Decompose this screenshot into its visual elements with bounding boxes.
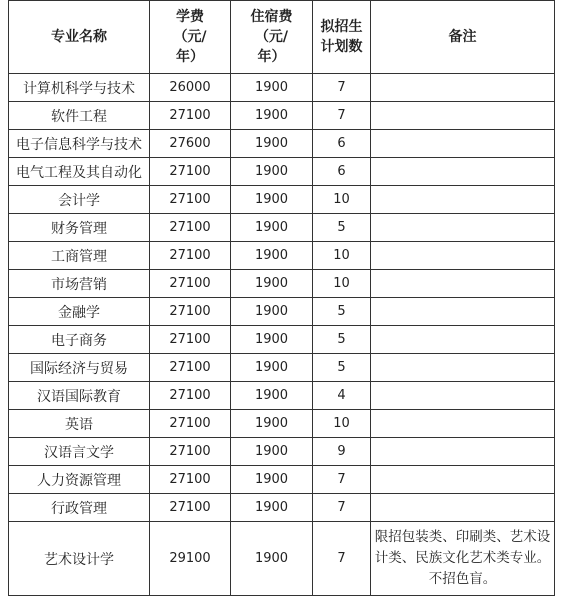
tuition-cell: 26000 bbox=[150, 74, 231, 102]
plan-cell: 6 bbox=[313, 130, 371, 158]
major-cell: 电子商务 bbox=[9, 326, 150, 354]
plan-cell: 10 bbox=[313, 270, 371, 298]
note-cell bbox=[371, 186, 555, 214]
dorm-cell: 1900 bbox=[231, 382, 313, 410]
tuition-cell: 27100 bbox=[150, 466, 231, 494]
table-body bbox=[9, 74, 555, 596]
note-cell bbox=[371, 242, 555, 270]
header-dorm-line1: 住宿费 bbox=[250, 9, 293, 25]
table-row bbox=[9, 326, 555, 354]
major-cell: 会计学 bbox=[9, 186, 150, 214]
tuition-cell: 27600 bbox=[150, 130, 231, 158]
table-row bbox=[9, 438, 555, 466]
header-major-label: 专业名称 bbox=[51, 29, 107, 45]
note-cell bbox=[371, 270, 555, 298]
note-cell bbox=[371, 74, 555, 102]
plan-cell: 7 bbox=[313, 522, 371, 596]
tuition-cell: 27100 bbox=[150, 438, 231, 466]
tuition-cell: 27100 bbox=[150, 354, 231, 382]
table-row bbox=[9, 298, 555, 326]
major-cell: 汉语言文学 bbox=[9, 438, 150, 466]
note-cell bbox=[371, 214, 555, 242]
table-row bbox=[9, 214, 555, 242]
note-cell bbox=[371, 326, 555, 354]
header-dorm bbox=[231, 1, 313, 74]
tuition-cell: 27100 bbox=[150, 214, 231, 242]
tuition-cell: 27100 bbox=[150, 494, 231, 522]
header-tuition-line2: （元/ bbox=[173, 29, 207, 45]
tuition-cell: 27100 bbox=[150, 298, 231, 326]
dorm-cell: 1900 bbox=[231, 410, 313, 438]
dorm-cell: 1900 bbox=[231, 326, 313, 354]
plan-cell: 5 bbox=[313, 214, 371, 242]
plan-cell: 10 bbox=[313, 186, 371, 214]
plan-cell: 10 bbox=[313, 242, 371, 270]
dorm-cell: 1900 bbox=[231, 102, 313, 130]
dorm-cell: 1900 bbox=[231, 354, 313, 382]
header-dorm-line2: （元/ bbox=[254, 29, 289, 45]
table-row bbox=[9, 186, 555, 214]
major-cell: 汉语国际教育 bbox=[9, 382, 150, 410]
note-cell bbox=[371, 438, 555, 466]
header-plan-line1: 拟招生 bbox=[320, 19, 363, 35]
table-row bbox=[9, 74, 555, 102]
tuition-cell: 27100 bbox=[150, 242, 231, 270]
table-row bbox=[9, 354, 555, 382]
note-cell bbox=[371, 494, 555, 522]
plan-cell: 7 bbox=[313, 102, 371, 130]
major-cell: 电气工程及其自动化 bbox=[9, 158, 150, 186]
table-row bbox=[9, 494, 555, 522]
major-cell: 艺术设计学 bbox=[9, 522, 150, 596]
note-cell bbox=[371, 102, 555, 130]
table-row bbox=[9, 158, 555, 186]
header-tuition-line3: 年） bbox=[176, 49, 204, 65]
tuition-cell: 27100 bbox=[150, 326, 231, 354]
plan-cell: 7 bbox=[313, 494, 371, 522]
dorm-cell: 1900 bbox=[231, 522, 313, 596]
dorm-cell: 1900 bbox=[231, 494, 313, 522]
tuition-cell: 27100 bbox=[150, 158, 231, 186]
dorm-cell: 1900 bbox=[231, 438, 313, 466]
dorm-cell: 1900 bbox=[231, 466, 313, 494]
dorm-cell: 1900 bbox=[231, 270, 313, 298]
major-cell: 计算机科学与技术 bbox=[9, 74, 150, 102]
major-cell: 英语 bbox=[9, 410, 150, 438]
tuition-cell: 27100 bbox=[150, 382, 231, 410]
header-dorm-line3: 年） bbox=[257, 49, 286, 65]
plan-cell: 4 bbox=[313, 382, 371, 410]
note-cell bbox=[371, 354, 555, 382]
header-row bbox=[9, 1, 555, 74]
header-major bbox=[9, 1, 150, 74]
major-cell: 行政管理 bbox=[9, 494, 150, 522]
plan-cell: 7 bbox=[313, 466, 371, 494]
tuition-cell: 27100 bbox=[150, 410, 231, 438]
tuition-cell: 27100 bbox=[150, 102, 231, 130]
table-row bbox=[9, 130, 555, 158]
dorm-cell: 1900 bbox=[231, 158, 313, 186]
plan-cell: 9 bbox=[313, 438, 371, 466]
dorm-cell: 1900 bbox=[231, 298, 313, 326]
header-tuition-line1: 学费 bbox=[176, 9, 204, 25]
table-row bbox=[9, 242, 555, 270]
table-row bbox=[9, 270, 555, 298]
note-cell bbox=[371, 466, 555, 494]
header-plan bbox=[313, 1, 371, 74]
header-note-label: 备注 bbox=[448, 29, 477, 45]
major-cell: 金融学 bbox=[9, 298, 150, 326]
plan-cell: 5 bbox=[313, 326, 371, 354]
plan-cell: 7 bbox=[313, 74, 371, 102]
note-cell bbox=[371, 410, 555, 438]
tuition-cell: 27100 bbox=[150, 270, 231, 298]
note-cell bbox=[371, 298, 555, 326]
dorm-cell: 1900 bbox=[231, 130, 313, 158]
major-cell: 工商管理 bbox=[9, 242, 150, 270]
major-cell: 电子信息科学与技术 bbox=[9, 130, 150, 158]
dorm-cell: 1900 bbox=[231, 186, 313, 214]
header-plan-line2: 计划数 bbox=[320, 39, 363, 55]
note-cell bbox=[371, 158, 555, 186]
dorm-cell: 1900 bbox=[231, 214, 313, 242]
note-cell bbox=[371, 382, 555, 410]
dorm-cell: 1900 bbox=[231, 242, 313, 270]
tuition-cell: 29100 bbox=[150, 522, 231, 596]
plan-cell: 6 bbox=[313, 158, 371, 186]
admissions-table bbox=[8, 0, 555, 596]
header-note bbox=[371, 1, 555, 74]
major-cell: 财务管理 bbox=[9, 214, 150, 242]
tuition-cell: 27100 bbox=[150, 186, 231, 214]
plan-cell: 5 bbox=[313, 298, 371, 326]
header-tuition bbox=[150, 1, 231, 74]
major-cell: 国际经济与贸易 bbox=[9, 354, 150, 382]
table-row bbox=[9, 466, 555, 494]
table-row bbox=[9, 410, 555, 438]
table-row bbox=[9, 102, 555, 130]
plan-cell: 10 bbox=[313, 410, 371, 438]
major-cell: 市场营销 bbox=[9, 270, 150, 298]
dorm-cell: 1900 bbox=[231, 74, 313, 102]
table-row bbox=[9, 382, 555, 410]
plan-cell: 5 bbox=[313, 354, 371, 382]
major-cell: 软件工程 bbox=[9, 102, 150, 130]
note-cell bbox=[371, 130, 555, 158]
major-cell: 人力资源管理 bbox=[9, 466, 150, 494]
table-row bbox=[9, 522, 555, 596]
note-cell: 限招包装类、印刷类、艺术设计类、民族文化艺术类专业。不招色盲。 bbox=[371, 522, 555, 596]
